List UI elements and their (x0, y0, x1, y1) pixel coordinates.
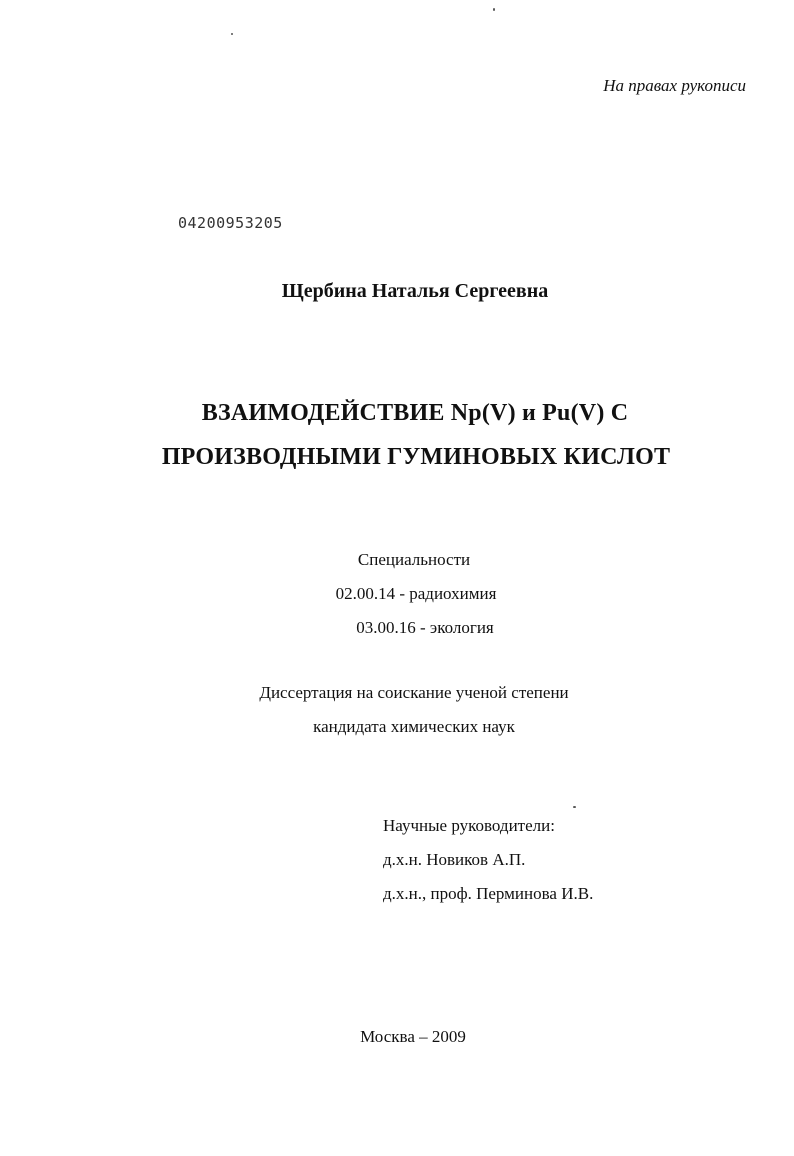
scan-speck (493, 8, 495, 11)
degree-statement-line-1: Диссертация на соискание ученой степени (259, 683, 569, 702)
catalog-number: 04200953205 (178, 214, 283, 232)
supervisor-item: д.х.н. Новиков А.П. (383, 850, 526, 869)
scan-speck (573, 806, 576, 808)
specialty-item: 02.00.14 - радиохимия (335, 584, 497, 603)
dissertation-title-line-2: ПРОИЗВОДНЫМИ ГУМИНОВЫХ КИСЛОТ (161, 444, 671, 470)
supervisor-item: д.х.н., проф. Перминова И.В. (383, 884, 594, 903)
dissertation-title-line-1: ВЗАИМОДЕЙСТВИЕ Np(V) и Pu(V) С (201, 400, 629, 426)
author-name: Щербина Наталья Сергеевна (281, 280, 549, 302)
manuscript-rights-notice: На правах рукописи (603, 76, 746, 95)
city-year: Москва – 2009 (360, 1027, 466, 1046)
specialties-heading: Специальности (357, 550, 471, 569)
scan-speck (231, 33, 233, 35)
specialty-item: 03.00.16 - экология (356, 618, 494, 637)
degree-statement-line-2: кандидата химических наук (313, 717, 515, 736)
supervisors-heading: Научные руководители: (383, 816, 555, 835)
